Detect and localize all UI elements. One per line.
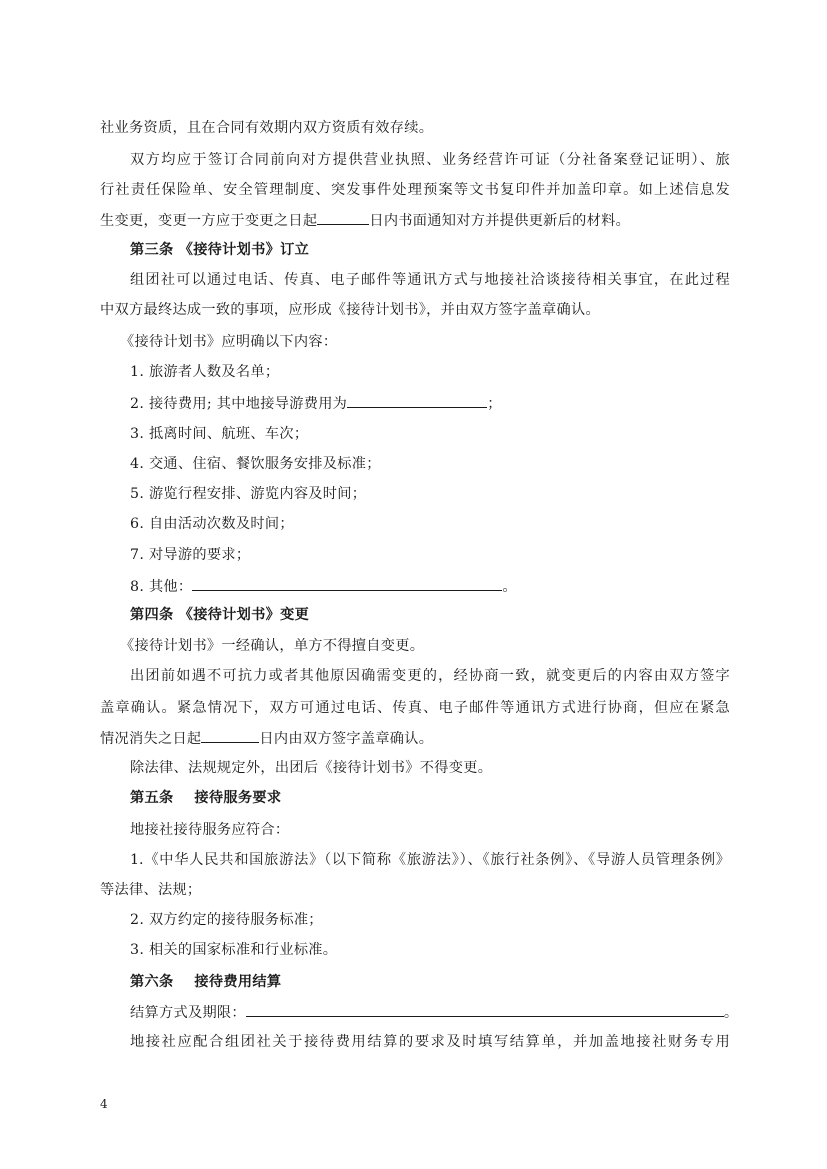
page-number: 4	[100, 1097, 108, 1111]
list-item: 3. 抵离时间、航班、车次；	[130, 426, 309, 442]
paragraph-line: 组团社可以通过电话、传真、电子邮件等通讯方式与地接社洽谈接待相关事宜，在此过程	[130, 272, 730, 288]
paragraph-line: 地接社接待服务应符合：	[130, 822, 290, 838]
paragraph-line: 结算方式及期限： 。	[130, 1002, 730, 1023]
fill-in-blank[interactable]	[246, 1002, 724, 1017]
paragraph-line: 情况消失之日起 日内由双方签字盖章确认。	[100, 728, 730, 749]
paragraph-line: 双方均应于签订合同前向对方提供营业执照、业务经营许可证（分社备案登记证明）、旅	[130, 152, 730, 168]
list-item: 2. 接待费用; 其中地接导游费用为 ；	[130, 393, 730, 414]
fill-in-blank[interactable]	[201, 728, 259, 743]
list-item: 3. 相关的国家标准和行业标准。	[130, 942, 338, 958]
paragraph-line: 行社责任保险单、安全管理制度、突发事件处理预案等文书复印件并加盖印章。如上述信息发	[100, 182, 730, 198]
list-item: 1. 旅游者人数及名单；	[130, 364, 280, 380]
section-heading-4: 第四条 《接待计划书》变更	[130, 607, 310, 623]
paragraph-line: 除法律、法规规定外，出团后《接待计划书》不得变更。	[130, 760, 493, 776]
section-heading-6: 第六条 接待费用结算	[130, 974, 282, 990]
list-item: 7. 对导游的要求；	[130, 547, 251, 563]
paragraph-line: 《接待计划书》一经确认，单方不得擅自变更。	[120, 638, 425, 654]
list-item: 5. 游览行程安排、游览内容及时间；	[130, 486, 367, 502]
fill-in-blank[interactable]	[192, 576, 502, 591]
paragraph-line: 等法律、法规；	[100, 882, 202, 898]
list-item: 8. 其他： 。	[130, 576, 730, 597]
list-item: 4. 交通、住宿、餐饮服务安排及标准；	[130, 456, 381, 472]
section-heading-3: 第三条 《接待计划书》订立	[130, 242, 310, 258]
paragraph-line: 生变更，变更一方应于变更之日起 日内书面通知对方并提供更新后的材料。	[100, 210, 730, 231]
paragraph-line: 社业务资质，且在合同有效期内双方资质有效存续。	[100, 120, 434, 136]
fill-in-blank[interactable]	[317, 210, 369, 225]
paragraph-line: 《接待计划书》应明确以下内容：	[120, 334, 338, 350]
fill-in-blank[interactable]	[347, 393, 487, 408]
list-item: 1.《中华人民共和国旅游法》（以下简称《旅游法》）、《旅行社条例》、《导游人员管理条例》	[130, 852, 730, 868]
section-heading-5: 第五条 接待服务要求	[130, 790, 282, 806]
list-item: 6. 自由活动次数及时间；	[130, 516, 294, 532]
list-item: 2. 双方约定的接待服务标准；	[130, 912, 323, 928]
paragraph-line: 出团前如遇不可抗力或者其他原因确需变更的，经协商一致，就变更后的内容由双方签字	[130, 668, 730, 684]
paragraph-line: 盖章确认。紧急情况下，双方可通过电话、传真、电子邮件等通讯方式进行协商，但应在紧急	[100, 700, 730, 716]
paragraph-line: 地接社应配合组团社关于接待费用结算的要求及时填写结算单，并加盖地接社财务专用	[130, 1034, 730, 1050]
paragraph-line: 中双方最终达成一致的事项，应形成《接待计划书》，并由双方签字盖章确认。	[100, 302, 600, 318]
